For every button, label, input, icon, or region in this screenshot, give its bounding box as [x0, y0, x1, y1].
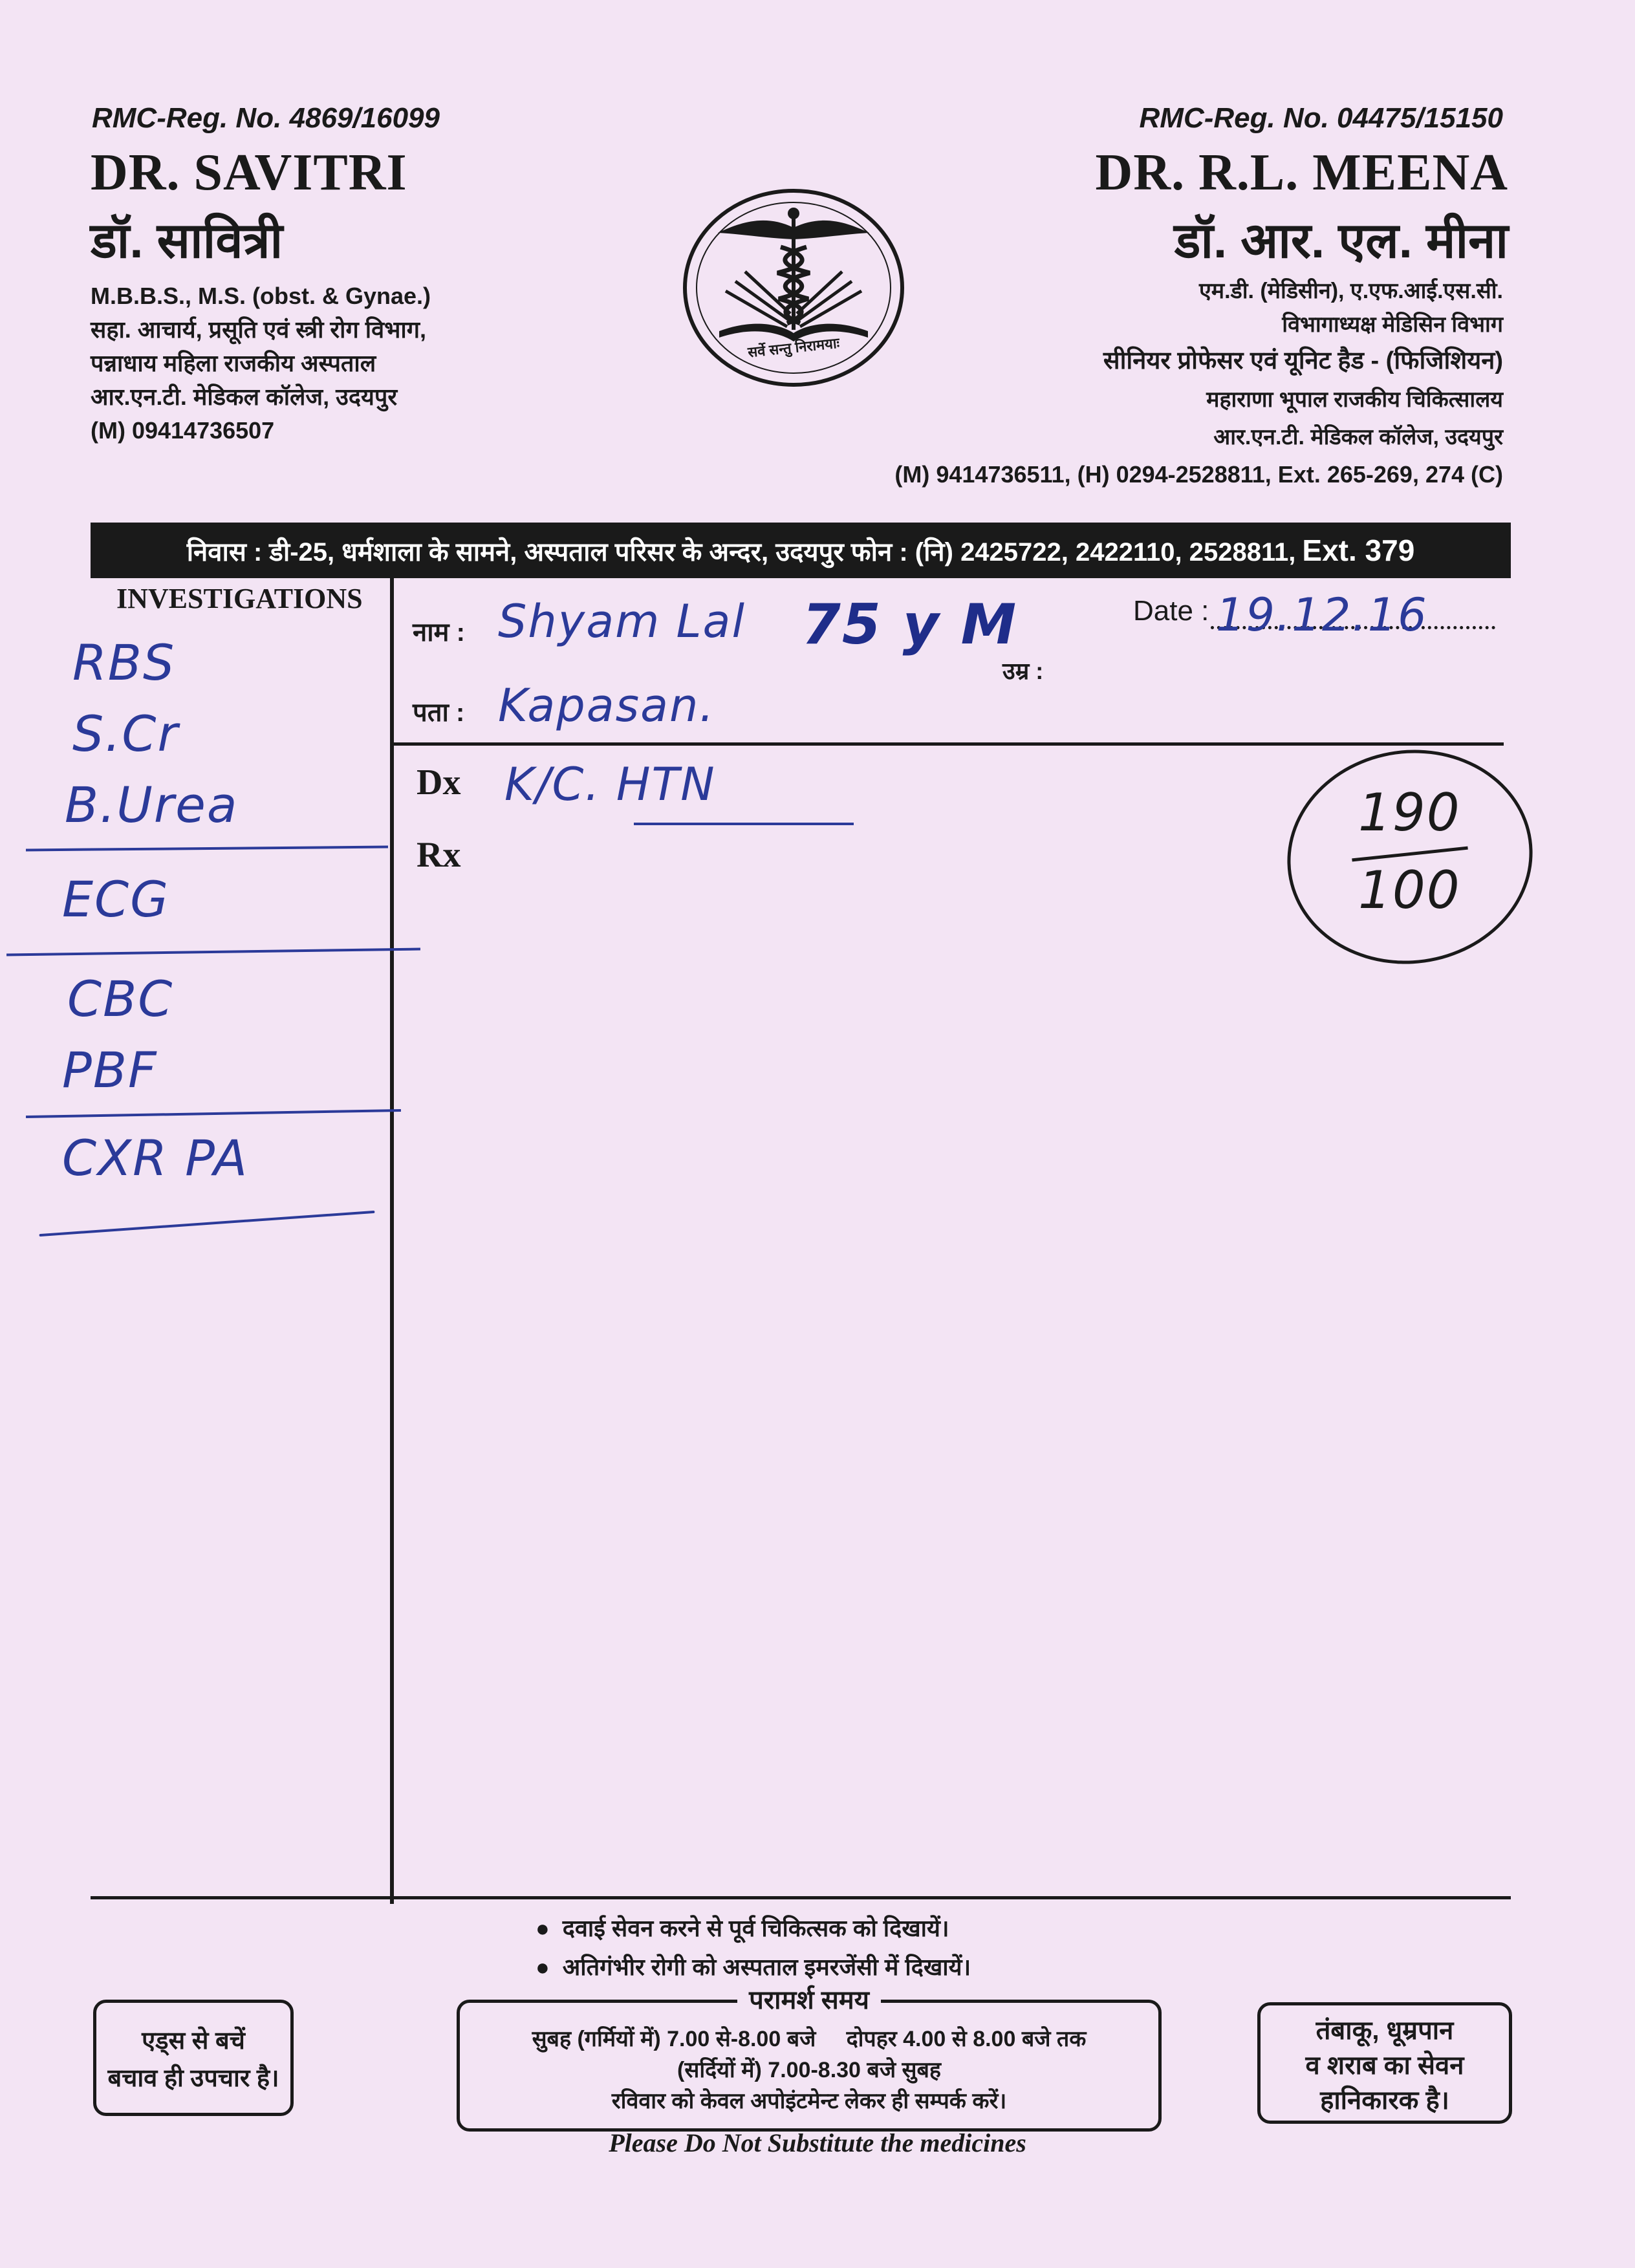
left-doctor-degree: M.B.B.S., M.S. (obst. & Gynae.)	[91, 283, 431, 309]
caduceus-icon	[680, 188, 907, 388]
bullet-icon: ●	[536, 1915, 563, 1941]
left-doctor-details	[91, 279, 431, 448]
bullet-icon: ●	[536, 1954, 563, 1980]
left-doctor-hospital: पन्नाधाय महिला राजकीय अस्पताल	[91, 350, 376, 376]
investigation-item: B.Urea	[65, 776, 239, 834]
rx-label: Rx	[417, 835, 461, 875]
residence-ext: Ext. 379	[1302, 534, 1415, 567]
consultation-time-line: सुबह (गर्मियों में) 7.00 से-8.00 बजे दोपहर 4.00 से 8.00 बजे तक	[532, 2027, 1087, 2051]
age-label: उम्र :	[1002, 658, 1044, 684]
right-doctor-phones: (M) 9414736511, (H) 0294-2528811, Ext. 265-269, 274 (C)	[894, 461, 1503, 488]
right-doctor-name: DR. R.L. MEENA	[1095, 144, 1508, 201]
tobacco-warning-box: तंबाकू, धूम्रपान व शराब का सेवन हानिकारक है।	[1257, 2002, 1512, 2124]
left-doctor-mobile: (M) 09414736507	[91, 417, 275, 444]
emblem-motto: सर्वे सन्तु निरामयाः	[747, 334, 841, 361]
name-label: नाम :	[413, 618, 465, 647]
residence-banner	[91, 523, 1511, 578]
patient-age-sex: 75 y M	[802, 592, 1018, 657]
instruction-item: ● दवाई सेवन करने से पूर्व चिकित्सक को दिखायें।	[536, 1915, 949, 1941]
diagnosis-text: K/C. HTN	[504, 758, 716, 811]
investigation-item: CBC	[67, 970, 174, 1028]
handwritten-underline	[39, 1211, 374, 1237]
left-doctor-name-hindi: डॉ. सावित्री	[91, 213, 283, 268]
handwritten-underline	[26, 846, 388, 852]
right-doctor-details	[894, 274, 1503, 494]
investigation-item: ECG	[62, 870, 169, 928]
left-doctor-designation: सहा. आचार्य, प्रसूति एवं स्त्री रोग विभाग,	[91, 316, 426, 343]
right-doctor-reg: RMC-Reg. No. 04475/15150	[1139, 102, 1503, 134]
investigation-item: CXR PA	[62, 1129, 249, 1187]
address-label: पता :	[413, 698, 465, 727]
right-doctor-hospital: महाराणा भूपाल राजकीय चिकित्सालय	[1206, 387, 1503, 412]
bp-diastolic: 100	[1358, 860, 1461, 920]
date-label: Date :	[1133, 595, 1209, 627]
investigation-item: RBS	[72, 634, 176, 691]
header-divider	[394, 742, 1504, 746]
left-doctor-name: DR. SAVITRI	[91, 144, 407, 201]
instruction-item: ● अतिगंभीर रोगी को अस्पताल इमरजेंसी में दिखायें।	[536, 1954, 971, 1980]
consultation-time-title: परामर्श समय	[737, 1986, 881, 2014]
aids-warning-box: एड्स से बचें बचाव ही उपचार है।	[93, 2000, 294, 2116]
investigation-item: S.Cr	[72, 705, 179, 762]
caduceus-emblem	[680, 188, 907, 388]
footer-note: Please Do Not Substitute the medicines	[609, 2128, 1026, 2157]
right-doctor-name-hindi: डॉ. आर. एल. मीना	[1174, 213, 1508, 268]
bp-systolic: 190	[1358, 783, 1461, 843]
investigation-item: PBF	[62, 1041, 158, 1099]
handwritten-underline	[6, 948, 420, 956]
investigations-label: INVESTIGATIONS	[116, 583, 363, 614]
blood-pressure-circle	[1273, 734, 1546, 980]
left-doctor-reg: RMC-Reg. No. 4869/16099	[92, 102, 440, 134]
patient-name: Shyam Lal	[498, 595, 746, 648]
consultation-time-line: रविवार को केवल अपोइंटमेन्ट लेकर ही सम्पर्क करें।	[611, 2089, 1007, 2113]
right-doctor-college: आर.एन.टी. मेडिकल कॉलेज, उदयपुर	[1213, 425, 1503, 449]
consultation-time-line: (सर्दियों में) 7.00-8.30 बजे सुबह	[677, 2058, 941, 2082]
handwritten-underline	[26, 1109, 401, 1118]
right-doctor-degree: एम.डी. (मेडिसीन), ए.एफ.आई.एस.सी.	[1198, 279, 1503, 303]
left-doctor-college: आर.एन.टी. मेडिकल कॉलेज, उदयपुर	[91, 383, 398, 410]
residence-text: निवास : डी-25, धर्मशाला के सामने, अस्पताल परिसर के अन्दर, उदयपुर फोन : (नि) 2425722, 2422110, 2528811,	[186, 537, 1296, 567]
prescription-date: 19.12.16	[1216, 589, 1428, 642]
consultation-time-box	[457, 1986, 1162, 2132]
dx-label: Dx	[417, 762, 461, 803]
diagnosis-underline	[634, 823, 854, 825]
right-doctor-dept: विभागाध्यक्ष मेडिसिन विभाग	[1282, 312, 1503, 337]
body-bottom-divider	[91, 1896, 1511, 1899]
instructions-list	[536, 1909, 971, 1987]
right-doctor-designation: सीनियर प्रोफेसर एवं यूनिट हैड - (फिजिशियन)	[1103, 347, 1503, 374]
patient-address: Kapasan.	[498, 679, 715, 732]
investigations-divider	[390, 578, 394, 1904]
